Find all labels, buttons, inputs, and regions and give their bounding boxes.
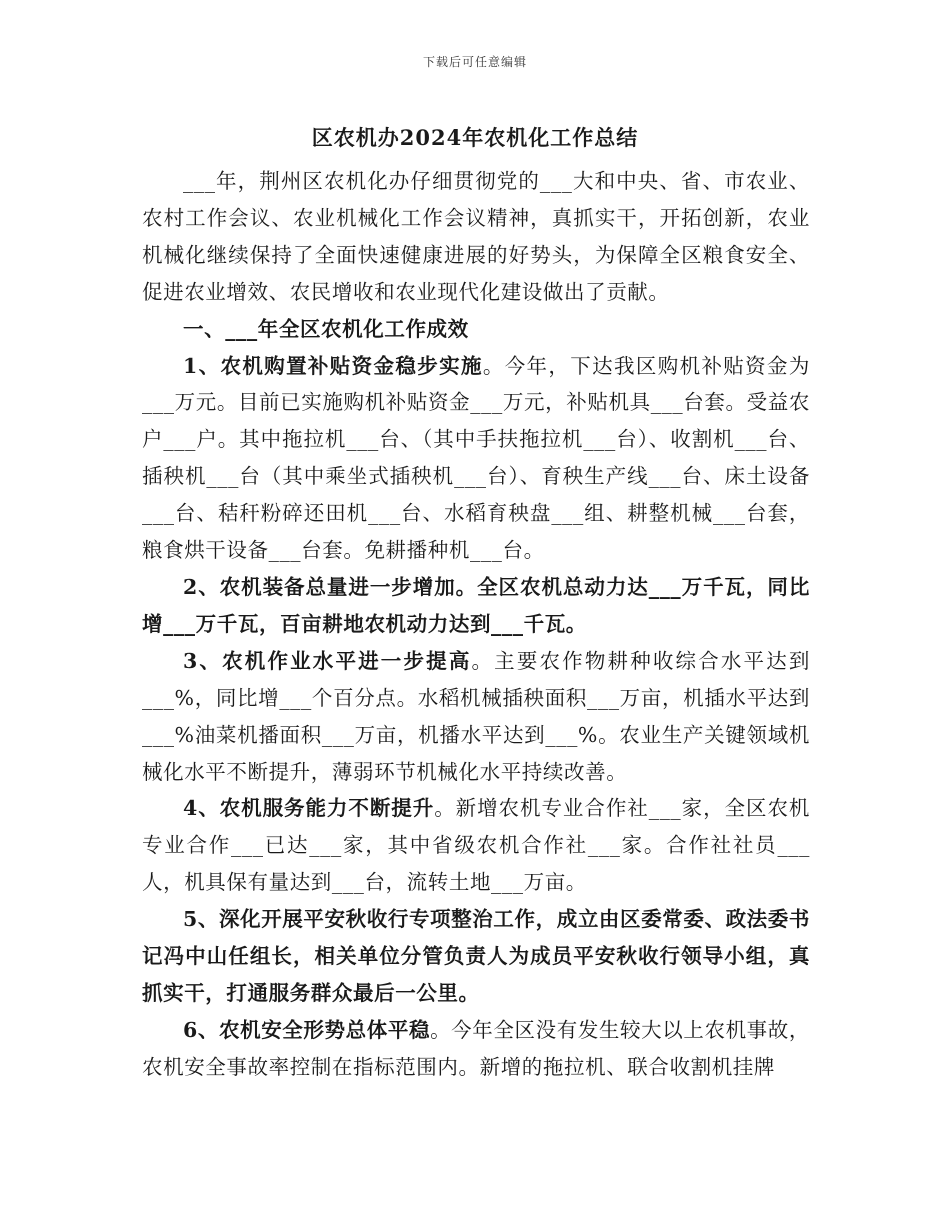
- item-6-heading: 6、农机安全形势总体平稳: [183, 1017, 431, 1042]
- document-body: [142, 163, 810, 1086]
- item-6-paragraph: [142, 1012, 810, 1086]
- item-2-paragraph: 2、农机装备总量进一步增加。全区农机总动力达___万千瓦，同比增___万千瓦，百亩耕地农机动力达到___千瓦。: [142, 574, 810, 636]
- document-title: 区农机办2024年农机化工作总结: [311, 125, 639, 150]
- header-note: 下载后可任意编辑: [422, 55, 527, 69]
- item-1-heading: 1、农机购置补贴资金稳步实施: [183, 353, 483, 378]
- item-5-paragraph: 5、深化开展平安秋收行专项整治工作，成立由区委常委、政法委书记冯中山任组长，相关单位分管负责人为成员平安秋收行领导小组，真抓实干，打通服务群众最后一公里。: [142, 907, 810, 1005]
- intro-paragraph: ___年，荆州区农机化办仔细贯彻党的___大和中央、省、市农业、农村工作会议、农业机械化工作会议精神，真抓实干，开拓创新，农业机械化继续保持了全面快速健康进展的好势头，为保障全区粮食安全、促进农业增效、农民增收和农业现代化建设做出了贡献。: [142, 169, 810, 304]
- item-3-body: 。主要农作物耕种收综合水平达到___%，同比增___个百分点。水稻机械插秧面积___万亩，机插水平达到___%油菜机播面积___万亩，机播水平达到___%。农业生产关键领域机械化水平不断提升，薄弱环节机械化水平持续改善。: [142, 648, 810, 784]
- item-4-heading: 4、农机服务能力不断提升: [183, 796, 435, 821]
- item-4-body: 。新增农机专业合作社___家，全区农机专业合作___已达___家，其中省级农机合作社___家。合作社社员___人，机具保有量达到___台，流转土地___万亩。: [142, 796, 810, 895]
- item-1-body: 。今年，下达我区购机补贴资金为___万元。目前已实施购机补贴资金___万元，补贴机具___台套。受益农户___户。其中拖拉机___台、（其中手扶拖拉机___台）、收割机___台、插秧机___台（其中乘坐式插秧机___台）、育秧生产线___台、床土设备___台、秸秆粉碎还田机___台、水稻育秧盘___组、耕整机械___台套，粮食烘干设备___台套。免耕播种机___台。: [142, 353, 810, 563]
- item-4-paragraph: [142, 790, 810, 901]
- item-3-heading: 3、农机作业水平进一步提高: [183, 648, 472, 673]
- item-3-paragraph: [142, 643, 810, 791]
- item-1-paragraph: [142, 348, 810, 569]
- section-heading: 一、___年全区农机化工作成效: [183, 316, 469, 341]
- item-6-body: 。今年全区没有发生较大以上农机事故，农机安全事故率控制在指标范围内。新增的拖拉机、联合收割机挂牌: [142, 1017, 810, 1079]
